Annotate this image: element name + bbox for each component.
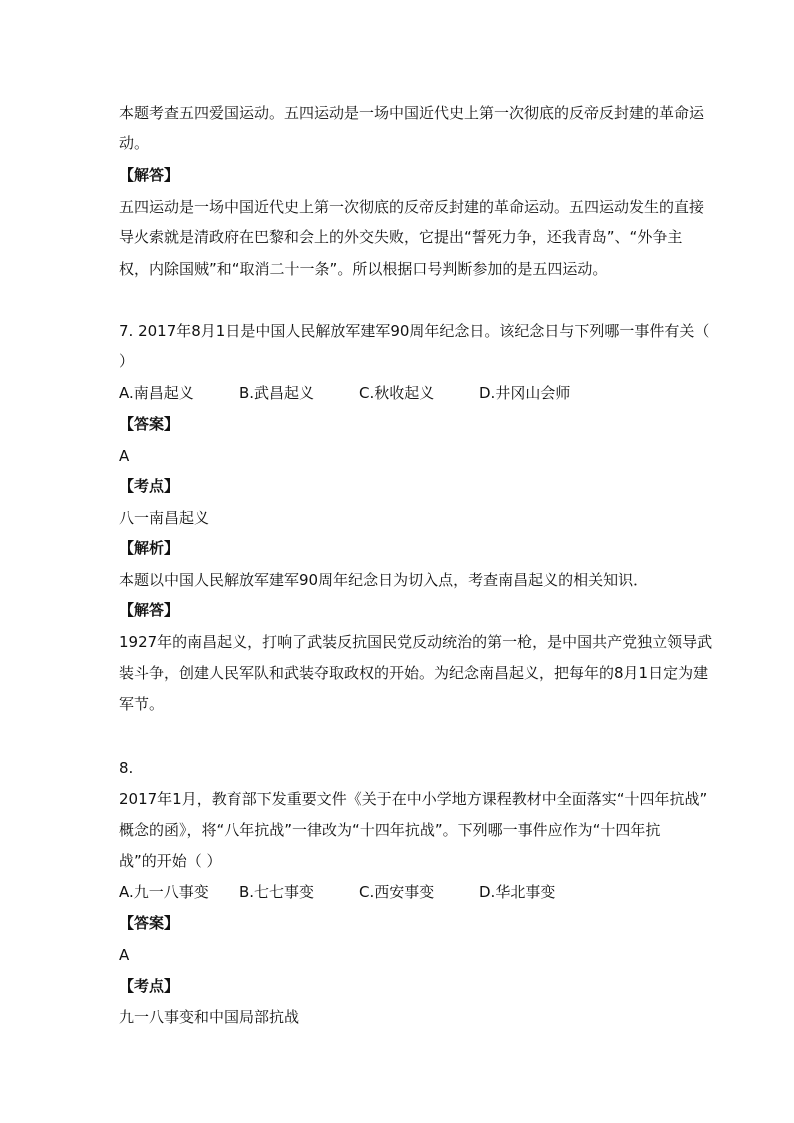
prev-answer-line-1: 五四运动是一场中国近代史上第一次彻底的反帝反封建的革命运动。五四运动发生的直接 <box>119 198 705 216</box>
q7-analysis-heading: 【解析】 <box>119 539 180 557</box>
prev-answer-line-3: 权，内除国贼”和“取消二十一条”。所以根据口号判断参加的是五四运动。 <box>119 260 608 278</box>
q7-solution-line-3: 军节。 <box>119 695 165 713</box>
q8-option-a: A.九一八事变 <box>119 883 209 901</box>
q8-stem-line-3: 战”的开始（ ） <box>119 852 222 870</box>
q7-answer-heading: 【答案】 <box>119 415 180 433</box>
q8-answer-heading: 【答案】 <box>119 914 180 932</box>
q7-solution-heading: 【解答】 <box>119 601 180 619</box>
q8-stem-line-1: 2017年1月，教育部下发重要文件《关于在中小学地方课程教材中全面落实“十四年抗战” <box>119 790 708 808</box>
q7-solution-line-2: 装斗争，创建人民军队和武装夺取政权的开始。为纪念南昌起义，把每年的8月1日定为建 <box>119 664 709 682</box>
prev-analysis-line-2: 动。 <box>119 134 150 152</box>
q7-answer: A <box>119 447 130 465</box>
prev-analysis-line-1: 本题考查五四爱国运动。五四运动是一场中国近代史上第一次彻底的反帝反封建的革命运 <box>119 104 705 122</box>
q7-solution-line-1: 1927年的南昌起义，打响了武装反抗国民党反动统治的第一枪，是中国共产党独立领导武 <box>119 633 713 651</box>
q7-stem-line-1: 7. 2017年8月1日是中国人民解放军建军90周年纪念日。该纪念日与下列哪一事件有关（ <box>119 322 710 340</box>
q7-option-c: C.秋收起义 <box>359 384 435 402</box>
q8-option-c: C.西安事变 <box>359 883 435 901</box>
q8-point-heading: 【考点】 <box>119 977 180 995</box>
q8-point: 九一八事变和中国局部抗战 <box>119 1008 300 1026</box>
q8-number: 8. <box>119 759 134 777</box>
prev-answer-line-2: 导火索就是清政府在巴黎和会上的外交失败，它提出“誓死力争，还我青岛”、“外争主 <box>119 228 683 246</box>
q7-option-b: B.武昌起义 <box>239 384 315 402</box>
q7-point-heading: 【考点】 <box>119 477 180 495</box>
q7-stem-line-2: ） <box>119 352 135 370</box>
q8-stem-line-2: 概念的函》，将“八年抗战”一律改为“十四年抗战”。下列哪一事件应作为“十四年抗 <box>119 821 661 839</box>
q8-option-b: B.七七事变 <box>239 883 315 901</box>
q8-option-d: D.华北事变 <box>479 883 556 901</box>
q7-point: 八一南昌起义 <box>119 509 210 527</box>
q7-analysis: 本题以中国人民解放军建军90周年纪念日为切入点，考查南昌起义的相关知识． <box>119 571 649 589</box>
q7-option-d: D.井冈山会师 <box>479 384 571 402</box>
prev-answer-heading: 【解答】 <box>119 166 180 184</box>
q7-option-a: A.南昌起义 <box>119 384 194 402</box>
q8-answer: A <box>119 946 130 964</box>
